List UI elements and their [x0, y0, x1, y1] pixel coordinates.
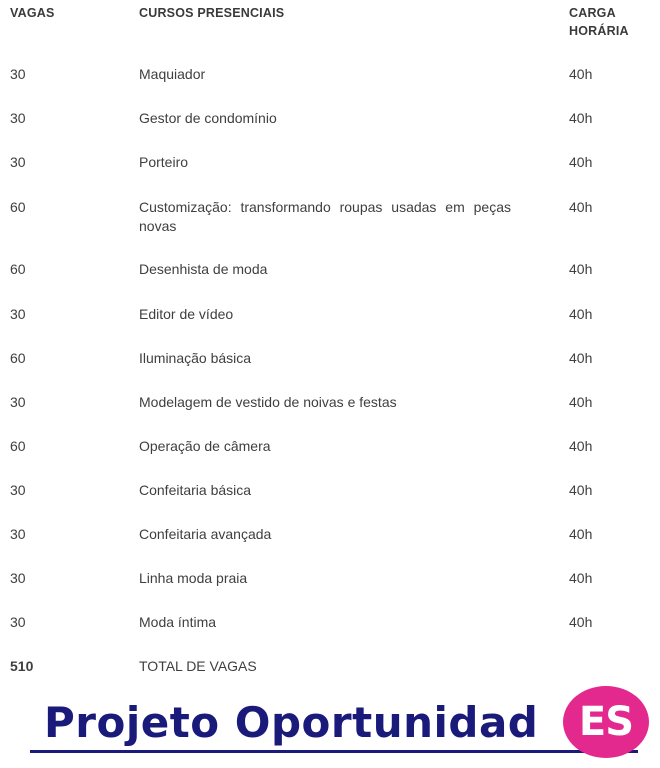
row-carga: 40h — [569, 199, 593, 215]
row-curso: Modelagem de vestido de noivas e festas — [139, 394, 397, 410]
row-carga: 40h — [569, 261, 593, 277]
row-vagas: 30 — [10, 154, 26, 170]
row-vagas: 60 — [10, 261, 26, 277]
row-curso: Confeitaria básica — [139, 482, 252, 498]
row-vagas: 30 — [10, 66, 26, 82]
row-carga: 40h — [569, 394, 593, 410]
row-curso: Confeitaria avançada — [139, 526, 272, 542]
row-vagas: 60 — [10, 438, 26, 454]
row-vagas: 30 — [10, 394, 26, 410]
total-vagas: 510 — [10, 658, 34, 674]
brand-logo — [0, 690, 660, 768]
header-carga-line2: HORÁRIA — [569, 24, 629, 38]
row-vagas: 30 — [10, 306, 26, 322]
es-badge-icon: ES — [563, 686, 649, 758]
header-carga-horaria — [569, 4, 649, 40]
row-vagas: 60 — [10, 350, 26, 366]
row-carga: 40h — [569, 350, 593, 366]
header-carga-line1: CARGA — [569, 6, 616, 20]
row-vagas: 30 — [10, 482, 26, 498]
row-vagas: 30 — [10, 614, 26, 630]
row-vagas: 60 — [10, 199, 26, 215]
row-curso: Desenhista de moda — [139, 261, 268, 277]
row-curso: Moda íntima — [139, 614, 217, 630]
row-carga: 40h — [569, 306, 593, 322]
row-curso: Iluminação básica — [139, 350, 252, 366]
row-vagas: 30 — [10, 526, 26, 542]
row-curso: Linha moda praia — [139, 570, 248, 586]
row-curso: Porteiro — [139, 154, 189, 170]
row-carga: 40h — [569, 110, 593, 126]
row-curso: Editor de vídeo — [139, 306, 234, 322]
brand-text: Projeto Oportunidad — [44, 698, 539, 747]
total-label: TOTAL DE VAGAS — [139, 658, 257, 674]
row-carga: 40h — [569, 526, 593, 542]
row-vagas: 30 — [10, 110, 26, 126]
header-vagas: VAGAS — [10, 6, 55, 20]
row-curso: Operação de câmera — [139, 438, 271, 454]
row-vagas: 30 — [10, 570, 26, 586]
row-carga: 40h — [569, 438, 593, 454]
header-cursos-presenciais: CURSOS PRESENCIAIS — [139, 6, 285, 20]
row-carga: 40h — [569, 570, 593, 586]
row-curso: Customização: transformando roupas usadas em peças novas — [139, 199, 511, 234]
row-carga: 40h — [569, 614, 593, 630]
row-carga: 40h — [569, 154, 593, 170]
row-carga: 40h — [569, 482, 593, 498]
row-curso: Gestor de condomínio — [139, 110, 277, 126]
row-curso: Maquiador — [139, 66, 206, 82]
brand-underline — [30, 750, 638, 753]
row-carga: 40h — [569, 66, 593, 82]
